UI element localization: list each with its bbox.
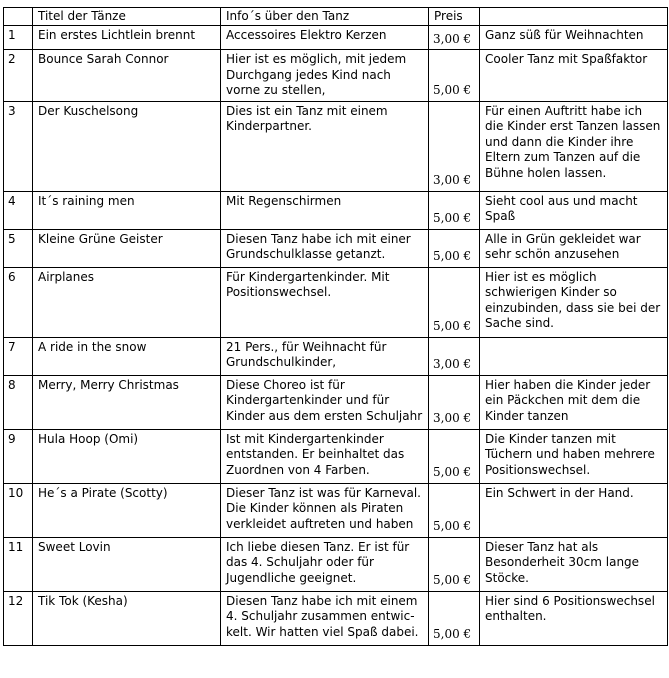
dance-info: Ich liebe diesen Tanz. Er ist für das 4. Schuljahr oder für Jugendliche geeignet.: [221, 537, 429, 591]
dance-title: Sweet Lovin: [33, 537, 221, 591]
table-row: [4, 50, 668, 102]
dance-title: It´s raining men: [33, 191, 221, 229]
row-number: 4: [4, 191, 33, 229]
table-row: [4, 483, 668, 537]
table-row: [4, 591, 668, 645]
dance-info: Diesen Tanz habe ich mit einer Grundschulklasse getanzt.: [221, 229, 429, 267]
dance-note: Ganz süß für Weihnachten: [480, 26, 668, 50]
dance-note: Für einen Auftritt habe ich die Kinder erst Tanzen lassen und dann die Kinder ihre Eltern zum Tanzen auf die Bühne holen lassen.: [480, 101, 668, 191]
dance-price: 3,00 €: [429, 26, 480, 50]
table-row: [4, 101, 668, 191]
table-row: [4, 191, 668, 229]
dance-title: Merry, Merry Christmas: [33, 375, 221, 429]
row-number: 12: [4, 591, 33, 645]
table-row: [4, 337, 668, 375]
dance-note: Hier sind 6 Positionswechsel enthalten.: [480, 591, 668, 645]
dance-note: Cooler Tanz mit Spaßfaktor: [480, 50, 668, 102]
row-number: 8: [4, 375, 33, 429]
row-number: 9: [4, 429, 33, 483]
dance-price: 5,00 €: [429, 50, 480, 102]
header-nr: [4, 8, 33, 26]
dance-note: [480, 337, 668, 375]
header-info: Info´s über den Tanz: [221, 8, 429, 26]
dance-note: Hier haben die Kinder jeder ein Päckchen mit dem die Kinder tanzen: [480, 375, 668, 429]
dance-note: Die Kinder tanzen mit Tüchern und haben mehrere Positionswechsel.: [480, 429, 668, 483]
dance-info: 21 Pers., für Weihnacht für Grundschulkinder,: [221, 337, 429, 375]
table-row: [4, 429, 668, 483]
header-price: Preis: [429, 8, 480, 26]
row-number: 6: [4, 267, 33, 337]
dance-price: 5,00 €: [429, 537, 480, 591]
row-number: 10: [4, 483, 33, 537]
table-row: [4, 229, 668, 267]
row-number: 11: [4, 537, 33, 591]
dance-price: 5,00 €: [429, 191, 480, 229]
dance-info: Für Kindergartenkinder. Mit Positionswechsel.: [221, 267, 429, 337]
header-title: Titel der Tänze: [33, 8, 221, 26]
table-body: [4, 8, 668, 646]
dance-info: Dieser Tanz ist was für Karneval. Die Kinder können als Piraten verkleidet auftreten und haben: [221, 483, 429, 537]
dance-info: Hier ist es möglich, mit jedem Durchgang jedes Kind nach vorne zu stellen,: [221, 50, 429, 102]
dance-price: 3,00 €: [429, 101, 480, 191]
dance-price: 3,00 €: [429, 337, 480, 375]
dance-title: Bounce Sarah Connor: [33, 50, 221, 102]
dance-title: A ride in the snow: [33, 337, 221, 375]
dance-info: Diese Choreo ist für Kindergartenkinder und für Kinder aus dem ersten Schuljahr: [221, 375, 429, 429]
dance-title: Hula Hoop (Omi): [33, 429, 221, 483]
dance-note: Dieser Tanz hat als Besonderheit 30cm lange Stöcke.: [480, 537, 668, 591]
dance-title: Tik Tok (Kesha): [33, 591, 221, 645]
dance-price: 5,00 €: [429, 229, 480, 267]
dance-title: Airplanes: [33, 267, 221, 337]
table-row: [4, 537, 668, 591]
dance-info: Accessoires Elektro Kerzen: [221, 26, 429, 50]
dance-price: 3,00 €: [429, 375, 480, 429]
dance-price: 5,00 €: [429, 429, 480, 483]
row-number: 1: [4, 26, 33, 50]
dance-note: Ein Schwert in der Hand.: [480, 483, 668, 537]
dance-title: Kleine Grüne Geister: [33, 229, 221, 267]
dance-title: Ein erstes Lichtlein brennt: [33, 26, 221, 50]
row-number: 3: [4, 101, 33, 191]
dance-price: 5,00 €: [429, 267, 480, 337]
table-row: [4, 26, 668, 50]
dance-info: Dies ist ein Tanz mit einem Kinderpartner.: [221, 101, 429, 191]
dance-price-table: [3, 7, 668, 646]
dance-price: 5,00 €: [429, 483, 480, 537]
row-number: 5: [4, 229, 33, 267]
dance-note: Alle in Grün gekleidet war sehr schön anzusehen: [480, 229, 668, 267]
row-number: 2: [4, 50, 33, 102]
dance-note: Sieht cool aus und macht Spaß: [480, 191, 668, 229]
dance-info: Mit Regenschirmen: [221, 191, 429, 229]
dance-title: Der Kuschelsong: [33, 101, 221, 191]
dance-title: He´s a Pirate (Scotty): [33, 483, 221, 537]
header-row: [4, 8, 668, 26]
table-row: [4, 375, 668, 429]
dance-info: Diesen Tanz habe ich mit einem 4. Schuljahr zusammen entwic-kelt. Wir hatten viel Spaß dabei.: [221, 591, 429, 645]
dance-info: Ist mit Kindergartenkinder entstanden. Er beinhaltet das Zuordnen von 4 Farben.: [221, 429, 429, 483]
table-row: [4, 267, 668, 337]
dance-note: Hier ist es möglich schwierigen Kinder so einzubinden, dass sie bei der Sache sind.: [480, 267, 668, 337]
header-note: [480, 8, 668, 26]
row-number: 7: [4, 337, 33, 375]
dance-price: 5,00 €: [429, 591, 480, 645]
